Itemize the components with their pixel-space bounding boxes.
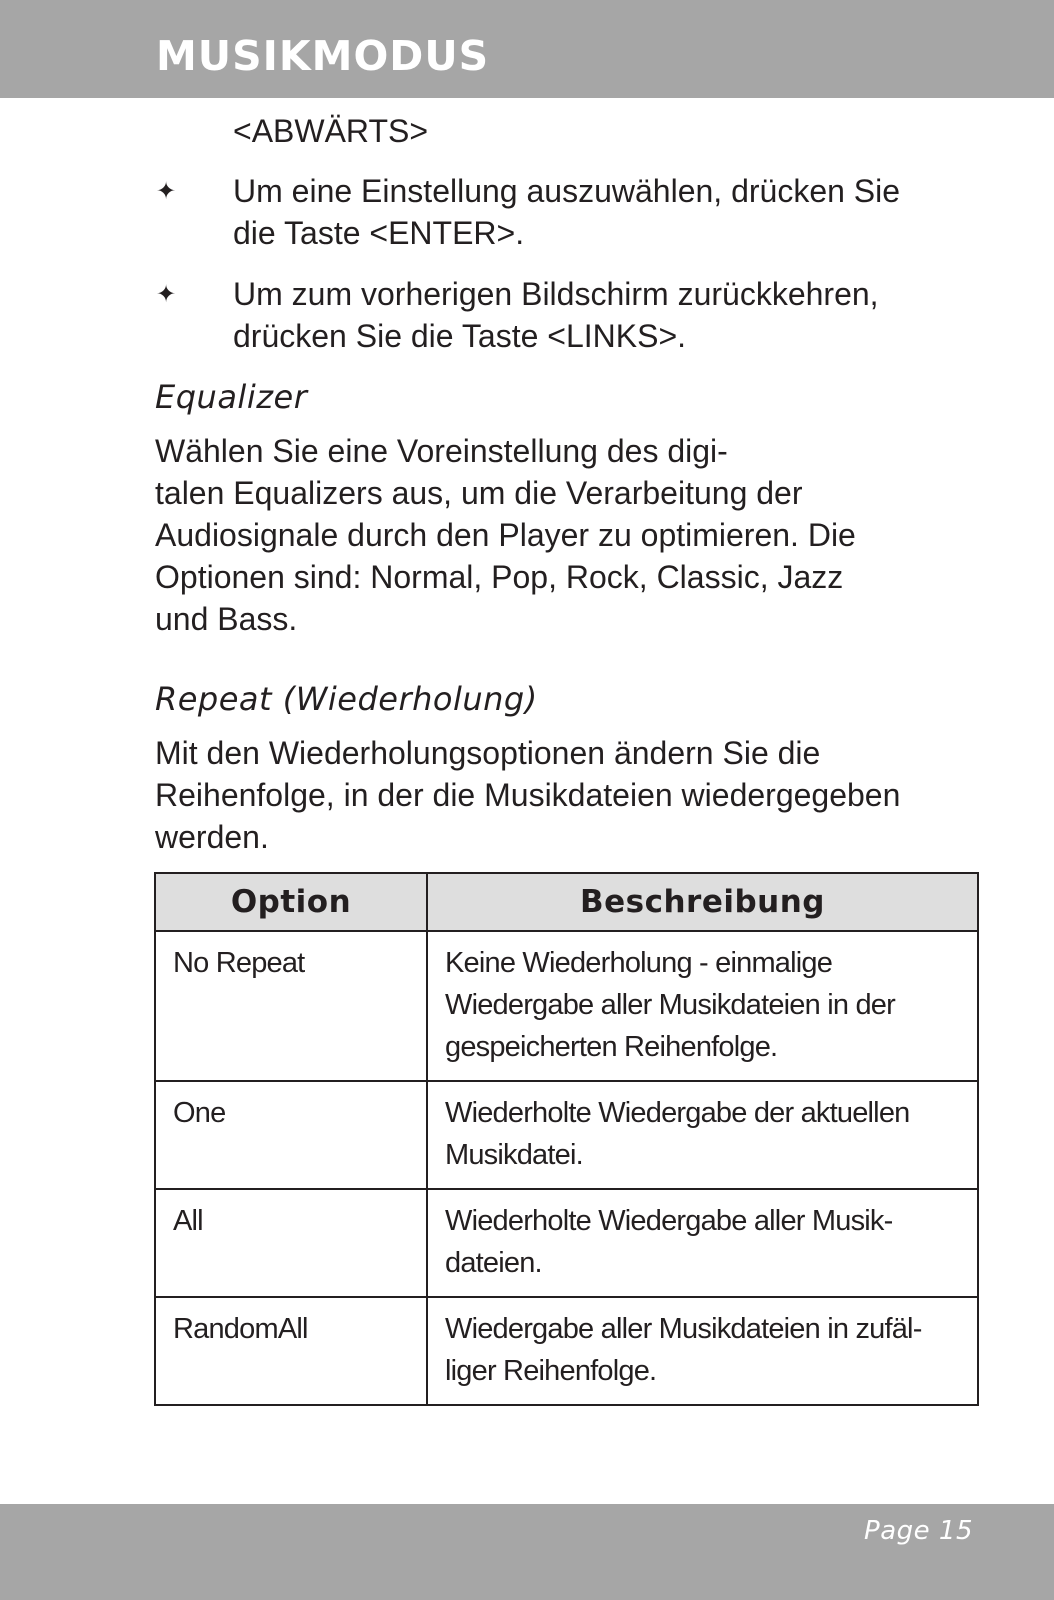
repeat-heading: Repeat (Wiederholung) [155,680,538,718]
paragraph-line: Mit den Wiederholungsoptionen ändern Sie die [155,735,821,771]
description-cell [427,1189,978,1297]
equalizer-heading: Equalizer [155,378,308,416]
repeat-options-table [154,872,979,1406]
description-line: Keine Wiederholung - einmalige [445,947,833,979]
option-cell: No Repeat [155,931,427,1081]
description-line: Wiederholte Wiedergabe der aktuellen [445,1097,910,1129]
column-header-option: Option [155,873,427,931]
paragraph-line: Audiosignale durch den Player zu optimieren. Die [155,517,856,553]
paragraph-line: und Bass. [155,601,298,637]
option-cell: One [155,1081,427,1189]
table-row [155,1297,978,1405]
description-cell [427,931,978,1081]
paragraph-line: Reihenfolge, in der die Musikdateien wiedergegeben [155,777,901,813]
bullet-item-back [233,273,879,357]
description-line: dateien. [445,1247,542,1279]
page-number: Page 15 [864,1516,973,1546]
table-header-row [155,873,978,931]
equalizer-paragraph [155,430,856,640]
paragraph-line: talen Equalizers aus, um die Verarbeitung der [155,475,803,511]
description-line: Musikdatei. [445,1139,583,1171]
description-line: liger Reihenfolge. [445,1355,657,1387]
continued-key: <ABWÄRTS> [233,113,429,149]
description-cell [427,1081,978,1189]
table-row [155,1081,978,1189]
bullet-line: drücken Sie die Taste <LINKS>. [233,318,687,354]
option-cell: RandomAll [155,1297,427,1405]
bullet-item-select [233,170,900,254]
page-title: MUSIKMODUS [156,32,490,80]
bullet-line: Um zum vorherigen Bildschirm zurückkehren, [233,276,879,312]
bullet-star-icon: ✦ [156,280,177,308]
description-line: Wiederholte Wiedergabe aller Musik- [445,1205,893,1237]
table-row [155,931,978,1081]
description-line: Wiedergabe aller Musikdateien in zufäl- [445,1313,922,1345]
paragraph-line: Optionen sind: Normal, Pop, Rock, Classic, Jazz [155,559,844,595]
bullet-star-icon: ✦ [156,177,177,205]
paragraph-line: werden. [155,819,269,855]
option-cell: All [155,1189,427,1297]
table-row [155,1189,978,1297]
repeat-paragraph [155,732,900,858]
description-line: gespeicherten Reihenfolge. [445,1031,778,1063]
bullet-line: die Taste <ENTER>. [233,215,525,251]
description-line: Wiedergabe aller Musikdateien in der [445,989,895,1021]
bullet-line: Um eine Einstellung auszuwählen, drücken Sie [233,173,901,209]
description-cell [427,1297,978,1405]
column-header-description: Beschreibung [427,873,978,931]
paragraph-line: Wählen Sie eine Voreinstellung des digi- [155,433,728,469]
